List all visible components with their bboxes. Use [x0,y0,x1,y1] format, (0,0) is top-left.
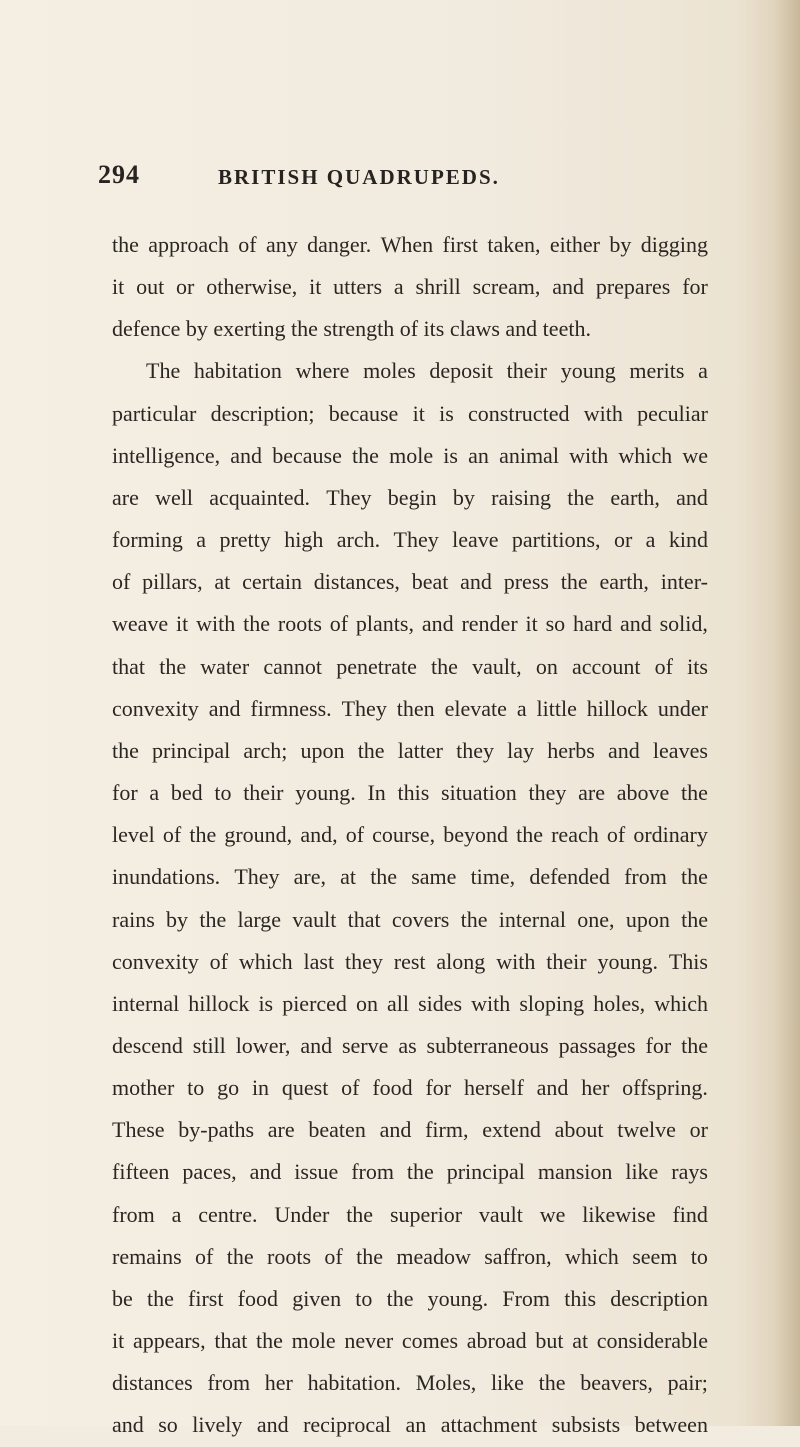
text-line: from a centre. Under the superior vault we likewise find [112,1201,708,1227]
page-header [98,160,708,200]
text-line: be the first food given to the young. From this description [112,1285,708,1311]
text-line: remains of the roots of the meadow saffron, which seem to [112,1243,708,1269]
text-line: and so lively and reciprocal an attachment subsists between [112,1412,708,1438]
page-edge-shadow [774,0,800,1426]
text-line: convexity and firmness. They then elevate a little hillock under [112,695,708,721]
running-head: BRITISH QUADRUPEDS. [218,165,500,189]
text-line: the approach of any danger. When first taken, either by digging [112,232,708,257]
text-line: defence by exerting the strength of its claws and teeth. [112,316,591,342]
text-line: These by-paths are beaten and firm, extend about twelve or [112,1117,708,1143]
text-line: weave it with the roots of plants, and render it so hard and solid, [112,611,708,637]
text-line: The habitation where moles deposit their young merits a [146,358,708,384]
text-line: that the water cannot penetrate the vault, on account of its [112,653,708,679]
text-line: forming a pretty high arch. They leave partitions, or a kind [112,527,708,553]
text-line: fifteen paces, and issue from the principal mansion like rays [112,1159,708,1185]
text-line: mother to go in quest of food for herself and her offspring. [112,1075,708,1101]
text-line: the principal arch; upon the latter they lay herbs and leaves [112,737,708,763]
text-line: distances from her habitation. Moles, like the beavers, pair; [112,1370,708,1396]
text-line: it appears, that the mole never comes abroad but at considerable [112,1328,708,1354]
text-line: it out or otherwise, it utters a shrill scream, and prepares for [112,274,708,300]
text-line: for a bed to their young. In this situation they are above the [112,780,708,806]
text-line: rains by the large vault that covers the internal one, upon the [112,906,708,932]
body-text [112,224,708,1447]
text-line: convexity of which last they rest along with their young. This [112,948,708,974]
text-line: inundations. They are, at the same time, defended from the [112,864,708,890]
page-number: 294 [98,160,140,189]
text-line: level of the ground, and, of course, beyond the reach of ordinary [112,822,708,848]
text-line: of pillars, at certain distances, beat and press the earth, inter- [112,569,708,595]
text-line: internal hillock is pierced on all sides with sloping holes, which [112,990,708,1016]
text-line: descend still lower, and serve as subterraneous passages for the [112,1032,708,1058]
text-line: are well acquainted. They begin by raising the earth, and [112,484,708,510]
text-line: particular description; because it is constructed with peculiar [112,400,708,426]
text-line: intelligence, and because the mole is an animal with which we [112,442,708,468]
